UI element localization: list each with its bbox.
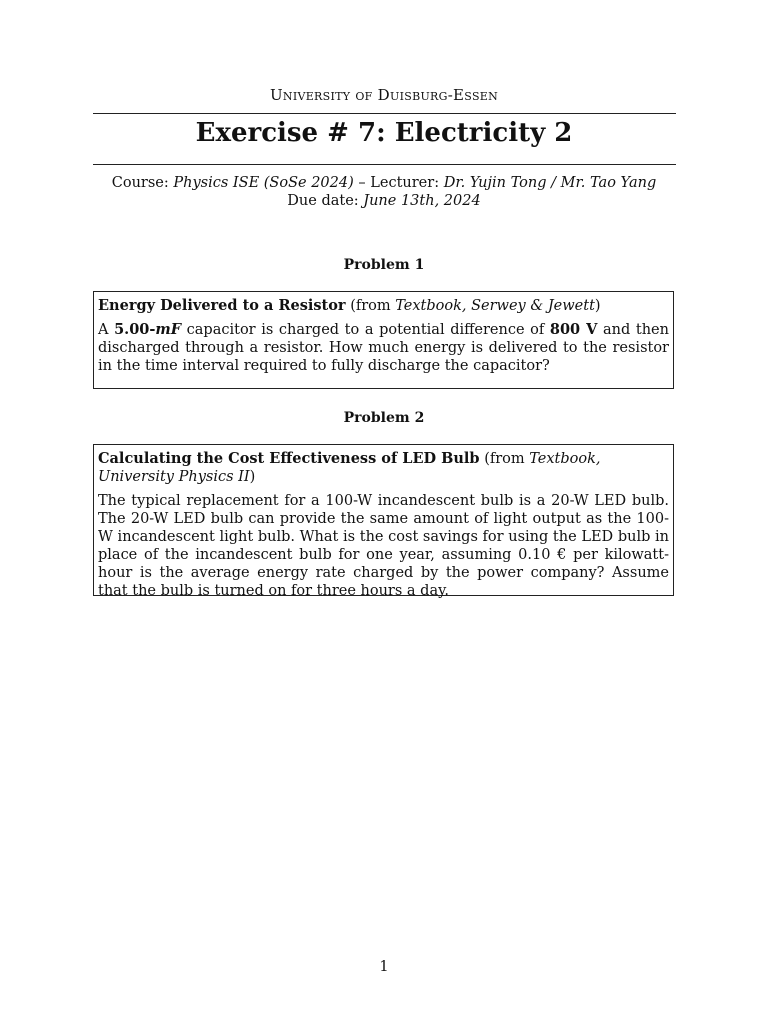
- problem-1-text-a: A: [98, 322, 115, 338]
- problem-1-source: Textbook, Serwey & Jewett: [395, 298, 595, 314]
- lecturer-value: Dr. Yujin Tong / Mr. Tao Yang: [443, 175, 657, 191]
- page-title: Exercise # 7: Electricity 2: [195, 118, 573, 148]
- problem-2-source-suffix: ): [249, 469, 256, 485]
- capacitance-unit: mF: [155, 321, 182, 338]
- page-number: 1: [379, 959, 389, 975]
- due-value: June 13th, 2024: [363, 193, 481, 209]
- problem-2-title: Calculating the Cost Effectiveness of LED Bulb: [98, 450, 480, 467]
- problem-2-box: [93, 444, 674, 599]
- problem-1-body: [98, 321, 669, 375]
- due-label: Due date:: [287, 193, 359, 209]
- course-value: Physics ISE (SoSe 2024): [173, 175, 354, 191]
- university-name: University of Duisburg-Essen: [269, 86, 499, 104]
- problem-2-title-line: [98, 450, 669, 486]
- problem-1-heading: Problem 1: [343, 257, 425, 273]
- problem-1-text-c: and then discharged through a resistor. How much energy is delivered to the resistor in the time interval required to fully discharge the capacitor?: [98, 322, 669, 374]
- separator-dash: –: [358, 175, 366, 191]
- due-date-line: [0, 193, 768, 209]
- problem-1-source-suffix: ): [594, 298, 601, 314]
- title-top-rule: [93, 113, 676, 114]
- problem-2-heading: Problem 2: [343, 410, 425, 426]
- problem-1-title-line: [98, 297, 669, 315]
- lecturer-label: Lecturer:: [370, 175, 440, 191]
- problem-1-source-prefix: (from: [350, 298, 396, 314]
- capacitance-number: 5.00-: [114, 321, 156, 338]
- course-line: [0, 175, 768, 191]
- title-bottom-rule: [93, 164, 676, 165]
- problem-1-text-b: capacitor is charged to a potential difference of: [181, 322, 550, 338]
- problem-2-source-prefix: (from: [484, 451, 530, 467]
- course-label: Course:: [111, 175, 169, 191]
- problem-1-box: [93, 291, 674, 389]
- capacitance-value: [114, 321, 181, 338]
- voltage-value: 800 V: [549, 321, 598, 338]
- problem-2-source: Textbook, University Physics II: [98, 451, 601, 485]
- problem-2-body: The typical replacement for a 100-W incandescent bulb is a 20-W LED bulb. The 20-W LED bulb can provide the same amount of light output as the 100-W incandescent light bulb. What is the cost savings for using the LED bulb in place of the incandescent bulb for one year, assuming 0.10 € per kilowatt-hour is the average energy rate charged by the power company? Assume that the bulb is turned on for three hours a day.: [98, 493, 669, 599]
- problem-1-title: Energy Delivered to a Resistor: [98, 297, 346, 314]
